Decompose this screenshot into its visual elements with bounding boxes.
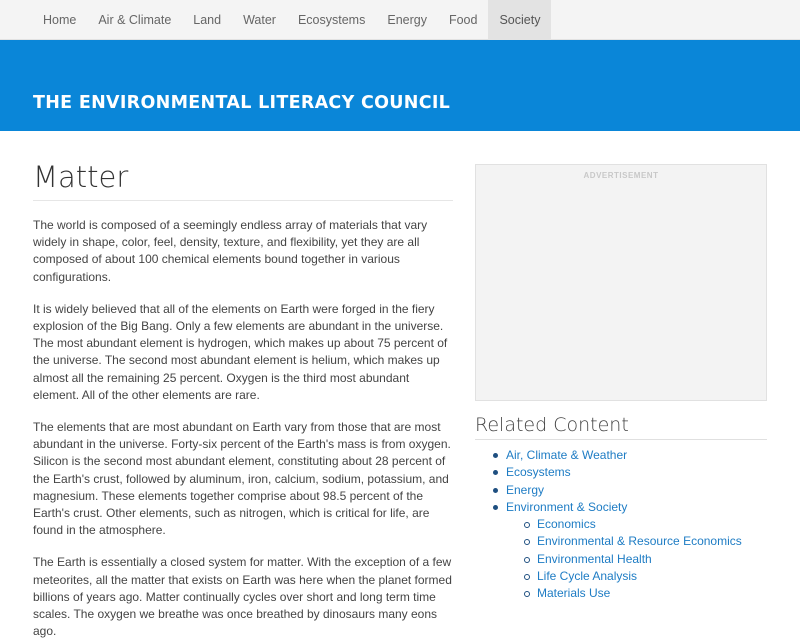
related-list: [475, 447, 767, 603]
related-item: [493, 464, 767, 481]
page-title: Matter: [33, 160, 453, 201]
related-link-air-climate-weather[interactable]: Air, Climate & Weather: [506, 448, 628, 462]
article-paragraph: The Earth is essentially a closed system for matter. With the exception of a few meteorites, all the matter that exists on Earth was here when the planet formed billions of years ago. Matter continually cycles over short and long term time scales. The oxygen we breathe was once breathed by dinosaurs many eons ago.: [33, 555, 452, 639]
related-subitem: [524, 551, 767, 568]
nav-item-land[interactable]: Land: [193, 13, 222, 27]
site-title-link[interactable]: THE ENVIRONMENTAL LITERACY COUNCIL: [33, 93, 451, 113]
article-paragraph: It is widely believed that all of the elements on Earth were forged in the fiery explosion of the Big Bang. Only a few elements are abundant in the universe. The most abundant element is hydrogen, which makes up about 75 percent of the universe. The second most abundant element is helium, which makes up almost all the remaining 25 percent. Oxygen is the third most abundant element. All of the other elements are rare.: [33, 301, 448, 402]
top-navigation: [0, 0, 800, 40]
related-content-title: Related Content: [475, 414, 767, 440]
related-content: [475, 414, 767, 603]
related-subitem: [524, 533, 767, 550]
related-link-energy[interactable]: Energy: [506, 482, 545, 497]
related-subitem: [524, 568, 767, 585]
nav-list: [0, 0, 800, 40]
related-link-materials-use[interactable]: Materials Use: [537, 586, 611, 601]
related-item: [493, 499, 767, 603]
related-link-environmental-resource-economics[interactable]: Environmental & Resource Economics: [537, 534, 742, 549]
nav-item-water[interactable]: Water: [243, 13, 276, 27]
related-link-economics[interactable]: Economics: [537, 517, 596, 532]
related-link-ecosystems[interactable]: Ecosystems: [506, 465, 571, 480]
nav-item-energy[interactable]: Energy: [387, 13, 427, 27]
related-link-environment-society[interactable]: Environment & Society: [506, 499, 628, 514]
nav-item-air-climate[interactable]: Air & Climate: [98, 13, 172, 27]
related-item: [493, 482, 767, 499]
advertisement-label: ADVERTISEMENT: [583, 171, 659, 180]
related-subitem: [524, 585, 767, 602]
related-sublist: [506, 516, 767, 602]
nav-item-ecosystems[interactable]: Ecosystems: [297, 13, 366, 27]
article-paragraph: The elements that are most abundant on Earth vary from those that are most abundant in the universe. Forty-six percent of the Earth's mass is from oxygen. Silicon is the second most abundant element, constituting about 28 percent of the Earth's crust, followed by aluminum, iron, calcium, sodium, potassium, and magnesium. These elements together comprise about 98.5 percent of the Earth's crust. Other elements, such as nitrogen, which is critical for life, are found in the atmosphere.: [33, 420, 451, 538]
related-item: [493, 447, 767, 464]
article-content: [33, 160, 453, 640]
related-link-life-cycle-analysis[interactable]: Life Cycle Analysis: [537, 569, 638, 584]
nav-item-society[interactable]: Society: [488, 0, 551, 40]
advertisement-box[interactable]: [475, 164, 767, 401]
nav-item-home[interactable]: Home: [43, 13, 77, 27]
related-link-environmental-health[interactable]: Environmental Health: [537, 551, 652, 566]
site-banner: [0, 40, 800, 131]
related-subitem: [524, 516, 767, 533]
article-paragraph: The world is composed of a seemingly endless array of materials that vary widely in shape, color, feel, density, texture, and flexibility, yet they are all composed of about 100 chemical elements bound together in various configurations.: [33, 218, 428, 284]
nav-item-food[interactable]: Food: [448, 13, 478, 27]
